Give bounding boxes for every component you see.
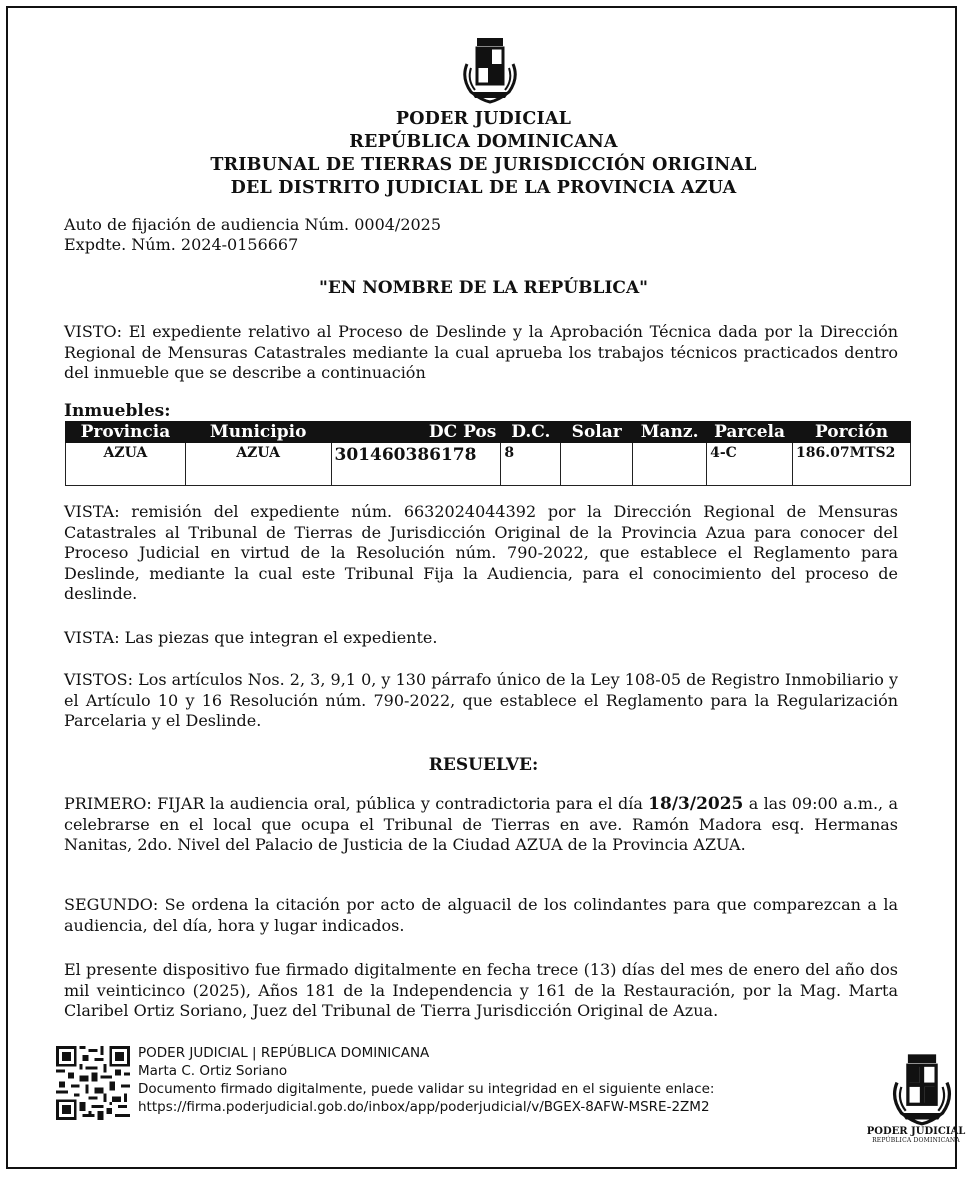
primero-text-before: PRIMERO: FIJAR la audiencia oral, pública y contradictoria para el día <box>64 794 649 813</box>
seal-caption-line-1: PODER JUDICIAL <box>866 1126 966 1137</box>
document-page <box>6 6 966 1169</box>
cell-municipio: AZUA <box>185 443 331 486</box>
primero-text-after: a las 09:00 a.m., a celebrarse en el local que ocupa el Tribunal de Tierras en ave. Ramón Madora esq. Hermanas Nanitas, 2do. Nivel del Palacio de Justicia de la Ciudad AZUA de la Provincia AZUA. <box>64 794 899 854</box>
vistos-paragraph: VISTOS: Los artículos Nos. 2, 3, 9,1 0, y 130 párrafo único de la Ley 108-05 de Registro Inmobiliario y el Artículo 10 y 16 Resolución núm. 790-2022, que establece el Reglamento para la Regularización Parcelaria y el Deslinde. <box>64 670 898 730</box>
seal-caption-line-2: REPÚBLICA DOMINICANA <box>872 1137 960 1144</box>
column-header-dc-pos: DC Pos <box>331 422 501 443</box>
closing-paragraph: El presente dispositivo fue firmado digitalmente en fecha trece (13) días del mes de enero del año dos mil veinticinco (2025), Años 181 de la Independencia y 161 de la Restauración, por la Mag. Marta Claribel Ortiz Soriano, Juez del Tribunal de Tierra Jurisdicción Original de Azua. <box>64 960 898 1020</box>
hearing-date: 18/3/2025 <box>648 794 744 814</box>
column-header-municipio: Municipio <box>185 422 331 443</box>
cell-manz <box>633 443 707 486</box>
header-line-4: DEL DISTRITO JUDICIAL DE LA PROVINCIA AZUA <box>230 178 737 198</box>
column-header-dc: D.C. <box>501 422 561 443</box>
header-line-3: TRIBUNAL DE TIERRAS DE JURISDICCIÓN ORIGINAL <box>210 155 757 175</box>
header-line-1: PODER JUDICIAL <box>395 109 572 129</box>
cell-dc: 8 <box>501 443 561 486</box>
column-header-parcela: Parcela <box>707 422 793 443</box>
table-row <box>66 443 911 486</box>
vista-piezas-paragraph: VISTA: Las piezas que integran el expediente. <box>64 628 438 647</box>
vista-remision-paragraph: VISTA: remisión del expediente núm. 6632024044392 por la Dirección Regional de Mensuras Catastrales al Tribunal de Tierras de Jurisdicción Original de la Provincia Azua para conocer del Proceso Judicial en virtud de la Resolución núm. 790-2022, que establece el Reglamento para Deslinde, mediante la cual este Tribunal Fija la Audiencia, para el conocimiento del proceso de deslinde. <box>64 502 898 603</box>
cell-solar <box>561 443 633 486</box>
header-line-2: REPÚBLICA DOMINICANA <box>349 132 618 152</box>
footer-notice: Documento firmado digitalmente, puede validar su integridad en el siguiente enlace: <box>138 1081 715 1097</box>
qr-code-icon[interactable] <box>56 1046 130 1120</box>
auto-number: Auto de fijación de audiencia Núm. 0004/2025 <box>64 215 442 234</box>
case-references <box>64 215 441 255</box>
inmuebles-label: Inmuebles: <box>64 401 171 421</box>
court-header <box>8 108 959 200</box>
visto-paragraph: VISTO: El expediente relativo al Proceso de Deslinde y la Aprobación Técnica dada por la Dirección Regional de Mensuras Catastrales mediante la cual aprueba los trabajos técnicos practicados dentro del inmueble que se describe a continuación <box>64 322 898 382</box>
expediente-number: Expdte. Núm. 2024-0156667 <box>64 235 299 254</box>
inmuebles-table <box>65 421 911 486</box>
cell-provincia: AZUA <box>66 443 186 486</box>
footer-org: PODER JUDICIAL | REPÚBLICA DOMINICANA <box>138 1045 430 1061</box>
resuelve-heading: RESUELVE: <box>428 755 539 775</box>
cell-dc-pos: 301460386178 <box>331 443 501 486</box>
coat-of-arms-icon <box>457 34 523 104</box>
table-header-row <box>66 422 911 443</box>
en-nombre-heading: "EN NOMBRE DE LA REPÚBLICA" <box>318 278 649 298</box>
cell-parcela: 4-C <box>707 443 793 486</box>
primero-paragraph <box>64 794 898 856</box>
column-header-solar: Solar <box>561 422 633 443</box>
validation-link[interactable]: https://firma.poderjudicial.gob.do/inbox/app/poderjudicial/v/BGEX-8AFW-MSRE-2ZM2 <box>138 1099 710 1115</box>
cell-porcion: 186.07MTS2 <box>793 443 911 486</box>
column-header-manz: Manz. <box>633 422 707 443</box>
footer-signer: Marta C. Ortiz Soriano <box>138 1063 288 1079</box>
column-header-porcion: Porción <box>793 422 911 443</box>
digital-signature-block <box>138 1044 714 1116</box>
coat-of-arms-icon <box>886 1050 958 1126</box>
seal-caption <box>866 1126 966 1144</box>
segundo-paragraph: SEGUNDO: Se ordena la citación por acto de alguacil de los colindantes para que comparezcan a la audiencia, del día, hora y lugar indicados. <box>64 895 898 935</box>
column-header-provincia: Provincia <box>66 422 186 443</box>
